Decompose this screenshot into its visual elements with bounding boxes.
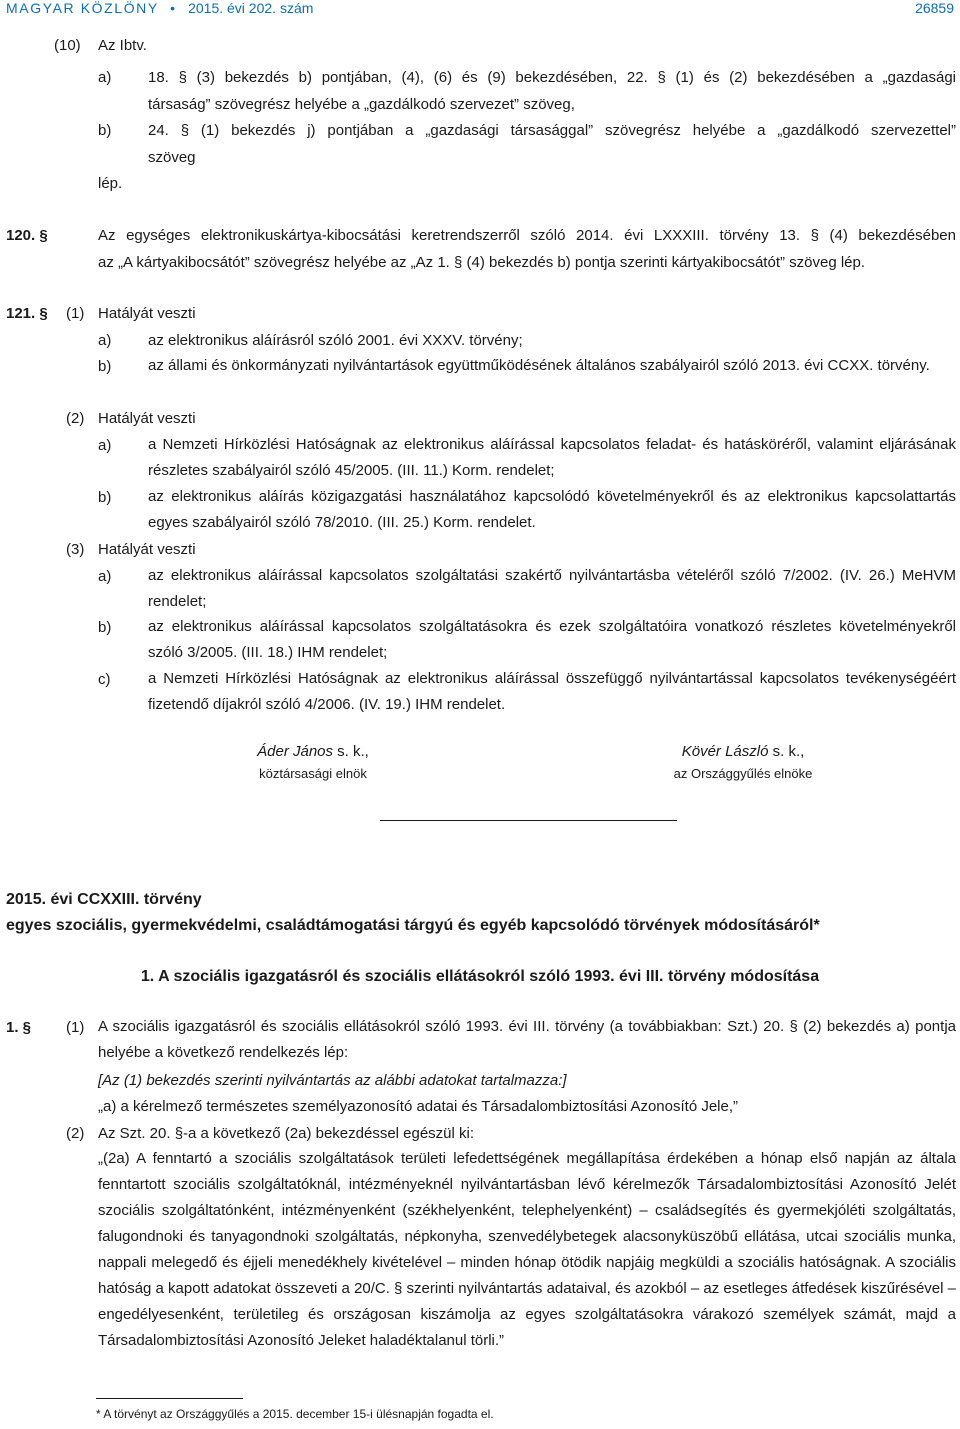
signature-right-suffix: s. k., (768, 743, 805, 760)
section-121-p2-title: Hatályát veszti (98, 410, 196, 427)
law-title: egyes szociális, gyermekvédelmi, családtámogatási tárgyú és egyéb kapcsolódó törvények módosításáról* (6, 917, 820, 934)
section-1-p1-bracket: [Az (1) bekezdés szerinti nyilvántartás az alábbi adatokat tartalmazza:] (98, 1072, 567, 1089)
section-1-p2-quote: „(2a) A fenntartó a szociális szolgáltatások területi lefedettségének megállapítása érdekében a hónap első napján az általa fenntartott szociális szolgáltatóknál, intézményeknél nyilvántartásban lévő kérelmezők Társadalombiztosítási Azonosító Jelét szociális szolgáltatónként, intézményenként (székhelyenként, telephelyenként) – családsegítés és gyermekjóléti szolgáltatás, falugondnoki és tanyagondnoki szolgáltatás, népkonyha, szenvedélybetegek alacsonyküszöbű ellátása, utcai szociális munka, nappali melegedő és éjjeli menedékhely kivételével – minden hónap ötödik napjáig megküldi a szociális hatóságnak. A szociális hatóság a kapott adatokat összeveti a 20/C. § szerinti nyilvántartás adataival, és azokból – az esetleges átfedések kiszűrésével – engedélyesenként, területileg és országosan kiszámolja az egyes szolgáltatásokra várakozó személyek számát, majd a Társadalombiztosítási Azonosító Jeleket haladéktalanul törli.” (98, 1150, 956, 1349)
section-121-p3b-text: az elektronikus aláírással kapcsolatos szolgáltatásokra és ezek szolgáltatóira vonatkozó részletes követelményekről szóló 3/2005. (III. 18.) IHM rendelet; (148, 618, 956, 661)
signature-left (178, 742, 448, 762)
journal-header (6, 0, 313, 16)
signature-divider (380, 820, 677, 821)
section-121-p1a-text: az elektronikus aláírásról szóló 2001. évi XXXV. törvény; (148, 332, 523, 349)
journal-name: MAGYAR KÖZLÖNY (6, 0, 159, 16)
lep-text: lép. (98, 175, 123, 192)
law-number: 2015. évi CCXXIII. törvény (6, 891, 202, 908)
section-121-p1-number: (1) (66, 305, 85, 322)
section-1-p1-number: (1) (66, 1019, 85, 1036)
item-b-line2: szöveg (148, 149, 196, 166)
item-b-line1: 24. § (1) bekezdés j) pontjában a „gazdasági társasággal” szövegrész helyébe a „gazdálkodó szervezettel” (148, 122, 956, 139)
section-120-line2: az „A kártyakibocsátót” szövegrész helyébe az „Az 1. § (4) bekezdés b) pontja szerinti kártyakibocsátót” szöveg lép. (98, 254, 866, 271)
item-a-label: a) (98, 69, 112, 86)
section-1-p1-quote: „a) a kérelmező természetes személyazonosító adatai és Társadalombiztosítási Azonosító Jele,” (98, 1098, 739, 1115)
item-b-label: b) (98, 122, 112, 139)
section-121-p3-number: (3) (66, 541, 85, 558)
section-121-p3a-label: a) (98, 568, 112, 585)
section-121-p3a-text: az elektronikus aláírással kapcsolatos szolgáltatási szakértő nyilvántartásba vételéről szóló 7/2002. (IV. 26.) MeHVM rendelet; (148, 567, 956, 610)
chapter-title: 1. A szociális igazgatásról és szociális ellátásokról szóló 1993. évi III. törvény módosítása (140, 968, 820, 985)
section-121-p1-title: Hatályát veszti (98, 305, 196, 322)
issue-label: 2015. évi 202. szám (188, 0, 314, 16)
section-1-p1-text: A szociális igazgatásról és szociális ellátásokról szóló 1993. évi III. törvény (a továbbiakban: Szt.) 20. § (2) bekezdés a) pontja helyébe a következő rendelkezés lép: (98, 1018, 956, 1061)
header-bullet: • (170, 0, 177, 16)
section-121-p3c-label: c) (98, 671, 111, 688)
section-121-number: 121. § (6, 305, 48, 322)
signature-left-name: Áder János (257, 743, 334, 760)
section-121-p3c-text: a Nemzeti Hírközlési Hatóságnak az elektronikus aláírással összefüggő nyilvántartással kapcsolatos tevékenységéért fizetendő díjakról szóló 4/2006. (IV. 19.) IHM rendelet. (148, 670, 956, 713)
section-121-p3b-label: b) (98, 619, 112, 636)
item-10-number: (10) (54, 37, 81, 54)
signature-right-name: Kövér László (681, 743, 769, 760)
section-121-p3-title: Hatályát veszti (98, 541, 196, 558)
footnote-rule (96, 1398, 243, 1399)
section-1-number: 1. § (6, 1019, 32, 1036)
section-121-p1a-label: a) (98, 332, 112, 349)
section-121-p2b-label: b) (98, 489, 112, 506)
section-121-p2a-label: a) (98, 437, 112, 454)
signature-right (608, 742, 878, 762)
section-121-p2a-text: a Nemzeti Hírközlési Hatóságnak az elektronikus aláírással kapcsolatos feladat- és hatásköréről, valamint eljárásának részletes szabályairól szóló 45/2005. (III. 11.) Korm. rendelet; (148, 436, 956, 479)
page-number: 26859 (915, 0, 954, 16)
signature-left-title: köztársasági elnök (259, 766, 367, 781)
item-a-line2: társaság” szövegrész helyébe a „gazdálkodó szervezet” szöveg, (148, 96, 575, 113)
section-121-p2-number: (2) (66, 410, 85, 427)
page-header (6, 0, 954, 22)
item-10-title: Az Ibtv. (98, 37, 147, 54)
footnote: * A törvényt az Országgyűlés a 2015. december 15-i ülésnapján fogadta el. (96, 1407, 494, 1421)
section-120-number: 120. § (6, 227, 48, 244)
signature-right-title: az Országgyűlés elnöke (673, 766, 813, 781)
section-121-p2b-text: az elektronikus aláírás közigazgatási használatához kapcsolódó követelményekről és az elektronikus kapcsolattartás egyes szabályairól szóló 78/2010. (III. 25.) Korm. rendelet. (148, 488, 956, 531)
section-120-line1: Az egységes elektronikuskártya-kibocsátási keretrendszerről szóló 2014. évi LXXXIII. törvény 13. § (4) bekezdésében (98, 227, 956, 244)
signature-left-suffix: s. k., (333, 743, 369, 760)
item-a-line1: 18. § (3) bekezdés b) pontjában, (4), (6) és (9) bekezdésében, 22. § (1) és (2) bekezdésében a „gazdasági (148, 69, 956, 86)
section-121-p1b-label: b) (98, 358, 112, 375)
section-121-p1b-text: az állami és önkormányzati nyilvántartások együttműködésének általános szabályairól szóló 2013. évi CCXX. törvény. (148, 357, 930, 374)
section-1-p2-text: Az Szt. 20. §-a a következő (2a) bekezdéssel egészül ki: (98, 1125, 475, 1142)
section-1-p2-number: (2) (66, 1125, 85, 1142)
